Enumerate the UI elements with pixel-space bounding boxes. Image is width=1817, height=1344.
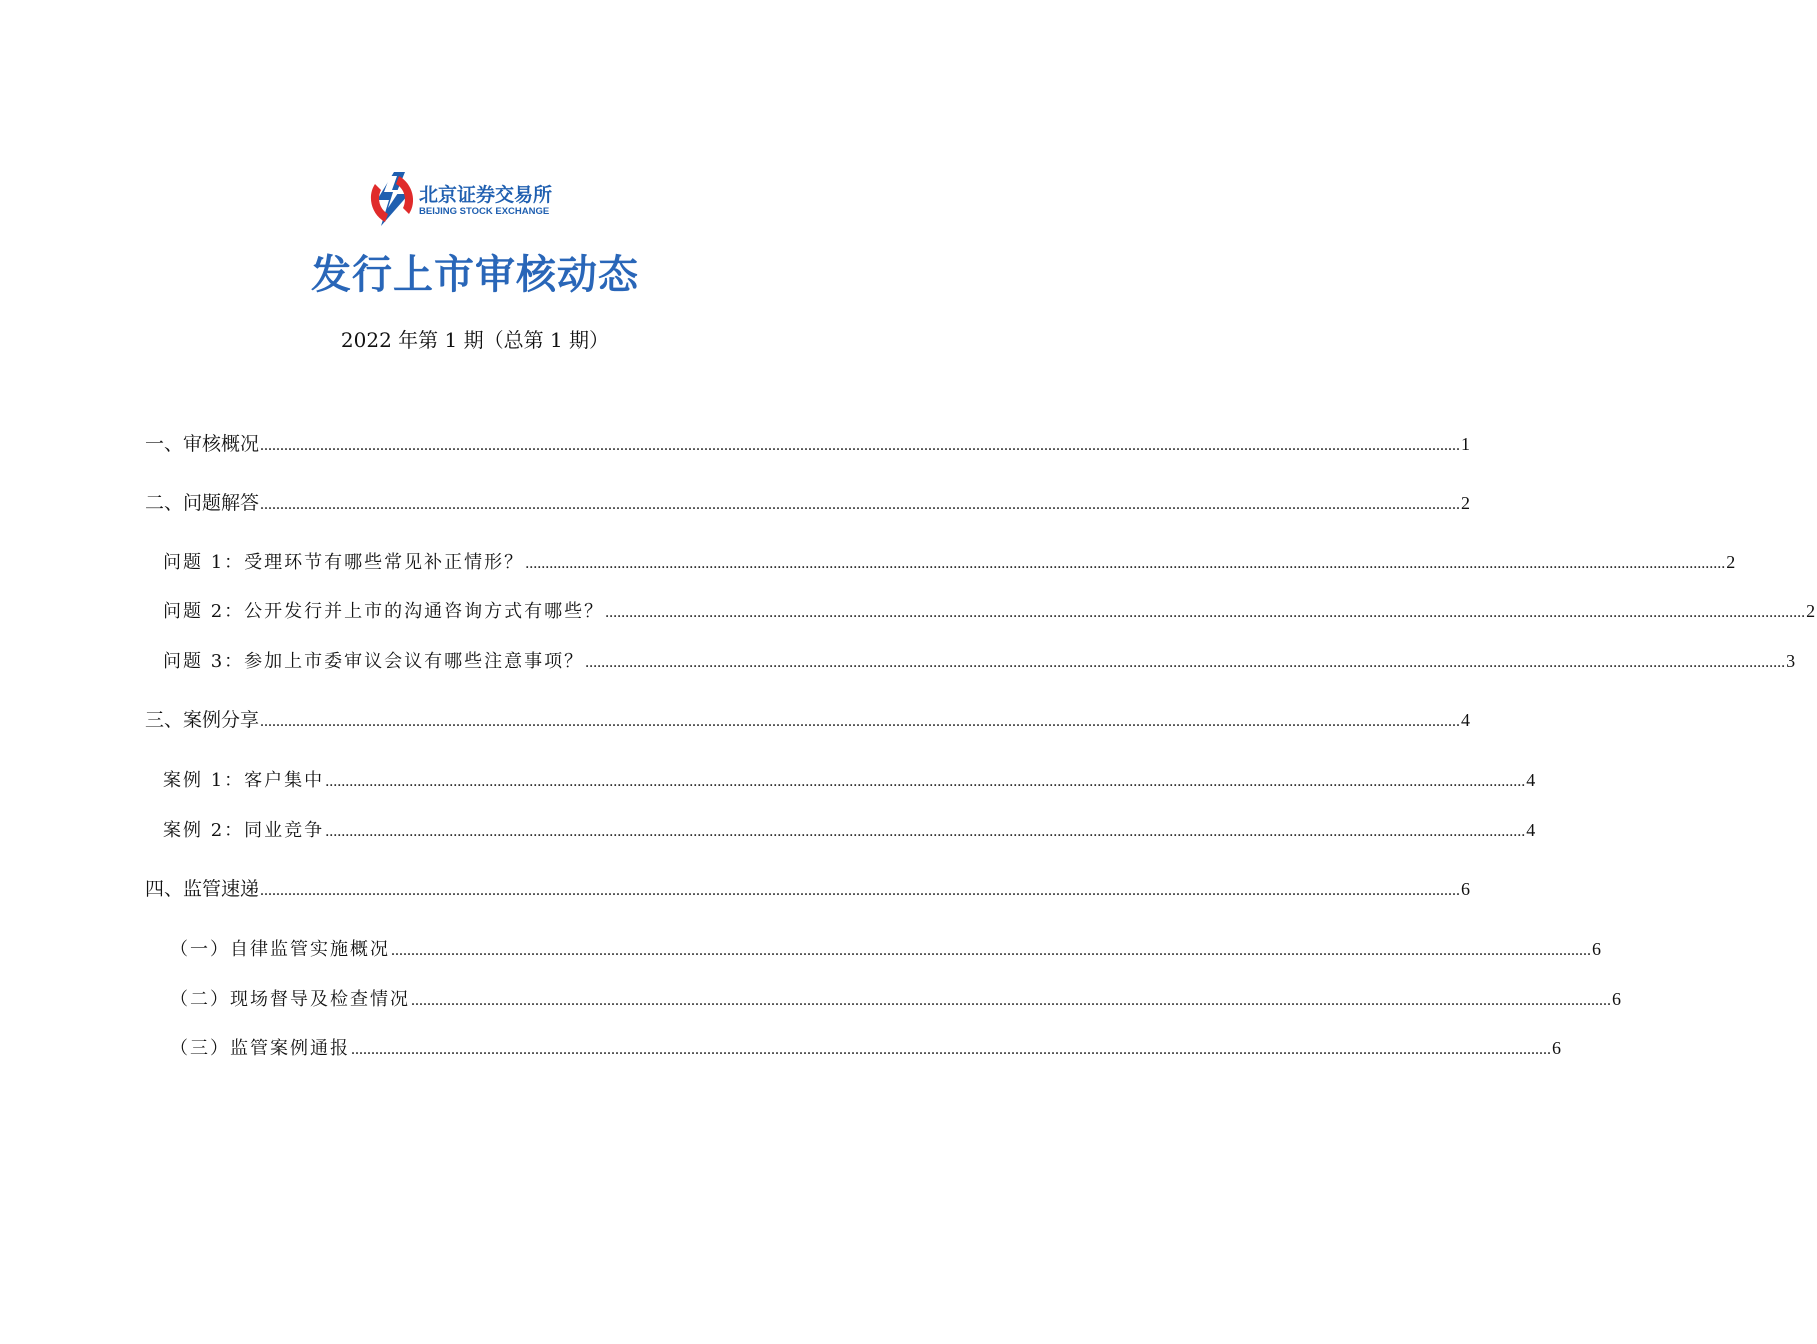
toc-entry-page: 4 <box>1526 770 1538 790</box>
logo-text-en: BEIJING STOCK EXCHANGE <box>419 206 550 217</box>
toc-entry-page: 4 <box>1526 820 1538 840</box>
toc-entry-page: 6 <box>1552 1038 1563 1058</box>
toc-entry-question-1[interactable] <box>163 548 1738 576</box>
toc-entry-label: 案例 1：客户集中 <box>163 770 325 791</box>
toc-entry-question-2[interactable] <box>163 597 1817 625</box>
toc-entry-label: 问题 3：参加上市委审议会议有哪些注意事项？ <box>163 651 585 672</box>
toc-entry-label: 一、审核概况 <box>145 433 260 455</box>
issue-number: 2022 年第 1 期（总第 1 期） <box>340 328 610 352</box>
toc-entry-case-2[interactable] <box>163 816 1538 844</box>
toc-leader: ............................................................................................................................................................................................................................................................................................................ <box>260 882 1461 899</box>
logo-text-cn: 北京证券交易所 <box>419 184 553 206</box>
bse-logo <box>369 170 569 228</box>
toc-leader: ............................................................................................................................................................................................................................................................................................................ <box>525 555 1726 572</box>
toc-entry-regulation-1[interactable] <box>170 935 1603 963</box>
toc-leader: ............................................................................................................................................................................................................................................................................................................ <box>585 654 1786 671</box>
toc-entry-page: 2 <box>1806 601 1817 621</box>
toc-entry-page: 2 <box>1726 552 1738 572</box>
toc-entry-label: （二）现场督导及检查情况 <box>170 989 410 1010</box>
toc-entry-label: 三、案例分享 <box>145 709 260 731</box>
toc-entry-label: 案例 2：同业竞争 <box>163 820 325 841</box>
toc-leader: ............................................................................................................................................................................................................................................................................................................ <box>260 496 1461 513</box>
toc-entry-page: 2 <box>1461 493 1471 513</box>
toc-leader: ............................................................................................................................................................................................................................................................................................................ <box>411 992 1611 1009</box>
toc-entry-regulation[interactable] <box>145 875 1471 903</box>
toc-entry-label: 四、监管速递 <box>145 878 260 900</box>
document-title: 发行上市审核动态 <box>311 251 639 298</box>
toc-entry-label: 问题 2：公开发行并上市的沟通咨询方式有哪些？ <box>163 601 605 622</box>
toc-entry-page: 6 <box>1612 989 1623 1009</box>
toc-entry-page: 6 <box>1592 939 1603 959</box>
toc-leader: ............................................................................................................................................................................................................................................................................................................ <box>260 713 1461 730</box>
toc-leader: ............................................................................................................................................................................................................................................................................................................ <box>325 823 1526 840</box>
toc-entry-question-3[interactable] <box>163 647 1798 675</box>
toc-entry-label: （三）监管案例通报 <box>170 1038 350 1059</box>
toc-leader: ............................................................................................................................................................................................................................................................................................................ <box>260 437 1461 454</box>
toc-entry-page: 1 <box>1461 434 1471 454</box>
toc-entry-audit-overview[interactable] <box>145 430 1471 458</box>
toc-entry-page: 6 <box>1461 879 1471 899</box>
toc-entry-case-1[interactable] <box>163 766 1538 794</box>
toc-entry-qa[interactable] <box>145 489 1471 517</box>
toc-leader: ............................................................................................................................................................................................................................................................................................................ <box>325 773 1526 790</box>
toc-entry-label: （一）自律监管实施概况 <box>170 939 390 960</box>
toc-leader: ............................................................................................................................................................................................................................................................................................................ <box>391 942 1591 959</box>
toc-leader: ............................................................................................................................................................................................................................................................................................................ <box>351 1041 1551 1058</box>
toc-entry-label: 二、问题解答 <box>145 492 260 514</box>
toc-entry-page: 4 <box>1461 710 1471 730</box>
toc-entry-regulation-2[interactable] <box>170 985 1623 1013</box>
toc-entry-regulation-3[interactable] <box>170 1034 1563 1062</box>
toc-entry-page: 3 <box>1786 651 1798 671</box>
toc-leader: ............................................................................................................................................................................................................................................................................................................ <box>605 604 1806 621</box>
bse-logo-icon <box>369 170 415 228</box>
toc-entry-case-sharing[interactable] <box>145 706 1471 734</box>
toc-entry-label: 问题 1：受理环节有哪些常见补正情形？ <box>163 552 525 573</box>
